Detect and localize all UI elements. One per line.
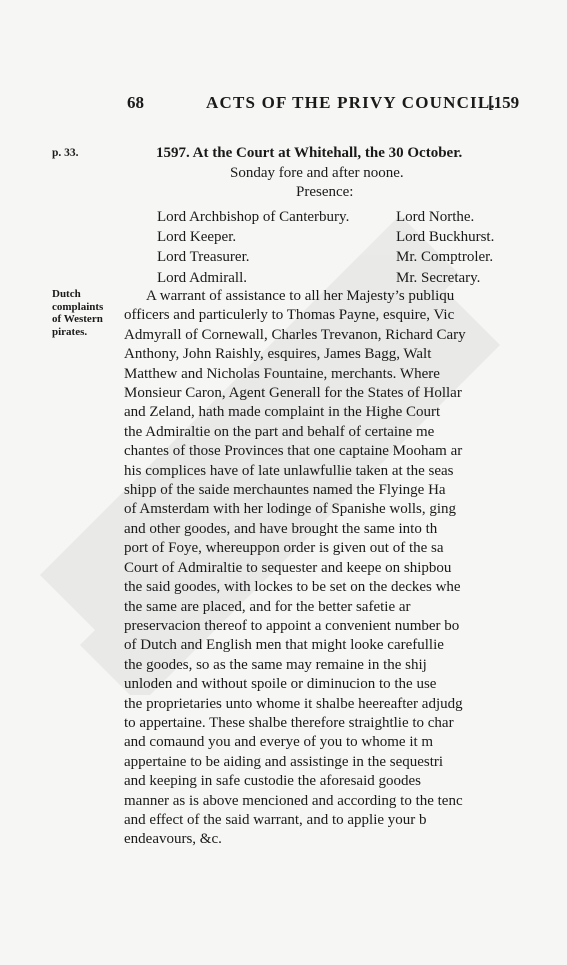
text-line: officers and particulerly to Thomas Payne, esquire, Vic [124,307,455,324]
text-line: the Admiraltie on the part and behalf of certaine me [124,423,435,440]
text-line: shipp of the saide merchauntes named the Flyinge Ha [124,482,446,499]
presence-member: Lord Archbishop of Canterbury. [157,209,350,225]
text-line: Admyrall of Cornewall, Charles Trevanon, Richard Cary [124,326,466,343]
text-line: and comaund you and everye of you to whome it m [124,734,434,751]
text-line: the same are placed, and for the better safetie ar [124,598,411,615]
text-line: manner as is above mencioned and according to the tenc [124,792,463,809]
presence-member: Lord Buckhurst. [396,229,495,246]
running-title: ACTS OF THE PRIVY COUNCIL. [206,93,496,112]
text-line: of Dutch and English men that might looke carefullie [124,637,444,654]
running-header [0,93,567,115]
text-line: the proprietaries unto whome it shalbe heereafter adjudg [124,695,463,712]
entry-sub-line: Sonday fore and after noone. [230,165,404,181]
text-line: A warrant of assistance to all her Majesty’s publiqu [146,288,455,304]
text-line: unloden and without spoile or diminucion to the use [124,676,437,693]
text-line: chantes of those Provinces that one captaine Mooham ar [124,443,463,460]
text-line: and Zeland, hath made complaint in the Highe Court [124,404,441,421]
header-bracket: [159 [488,93,520,112]
presence-member: Mr. Secretary. [396,269,481,286]
text-line: Anthony, John Raishly, esquires, James Bagg, Walt [124,346,432,363]
text-line: Court of Admiraltie to sequester and keepe on shipbou [124,559,452,576]
presence-member: Lord Northe. [396,209,475,225]
presence-list-left [157,207,349,288]
text-line: port of Foye, whereuppon order is given out of the sa [124,540,444,557]
marginal-note: Dutch complaints of Western pirates. [52,288,104,338]
text-line: and other goodes, and have brought the same into th [124,520,438,537]
entry-heading [156,143,567,183]
warrant-text [124,287,567,850]
presence-list-right [396,207,494,288]
text-line: and effect of the said warrant, and to applie your b [124,811,427,828]
text-line: of Amsterdam with her lodinge of Spanishe wolls, ging [124,501,457,518]
text-line: and keeping in safe custodie the aforesaid goodes [124,773,421,790]
text-line: Matthew and Nicholas Fountaine, merchants. Where [124,365,440,382]
page-number: 68 [127,93,144,112]
text-line: the goodes, so as the same may remaine in the shij [124,656,427,673]
text-line: appertaine to be aiding and assistinge in the sequestri [124,753,444,770]
text-line: his complices have of late unlawfullie taken at the seas [124,462,454,479]
text-line: preservacion thereof to appoint a convenient number bo [124,617,460,634]
presence-member: Lord Keeper. [157,229,237,246]
text-line: Monsieur Caron, Agent Generall for the States of Hollar [124,385,462,402]
presence-member: Mr. Comptroler. [396,249,494,266]
text-line: to appertaine. These shalbe therefore straightlie to char [124,714,454,731]
presence-member: Lord Treasurer. [157,249,250,266]
text-line: endeavours, &c. [124,831,222,848]
entry-date-line: 1597. At the Court at Whitehall, the 30 October. [156,145,463,161]
presence-member: Lord Admirall. [157,269,247,286]
presence-label: Presence: [296,184,354,200]
margin-page-reference: p. 33. [52,147,79,159]
text-line: the said goodes, with lockes to be set on the deckes whe [124,579,461,596]
